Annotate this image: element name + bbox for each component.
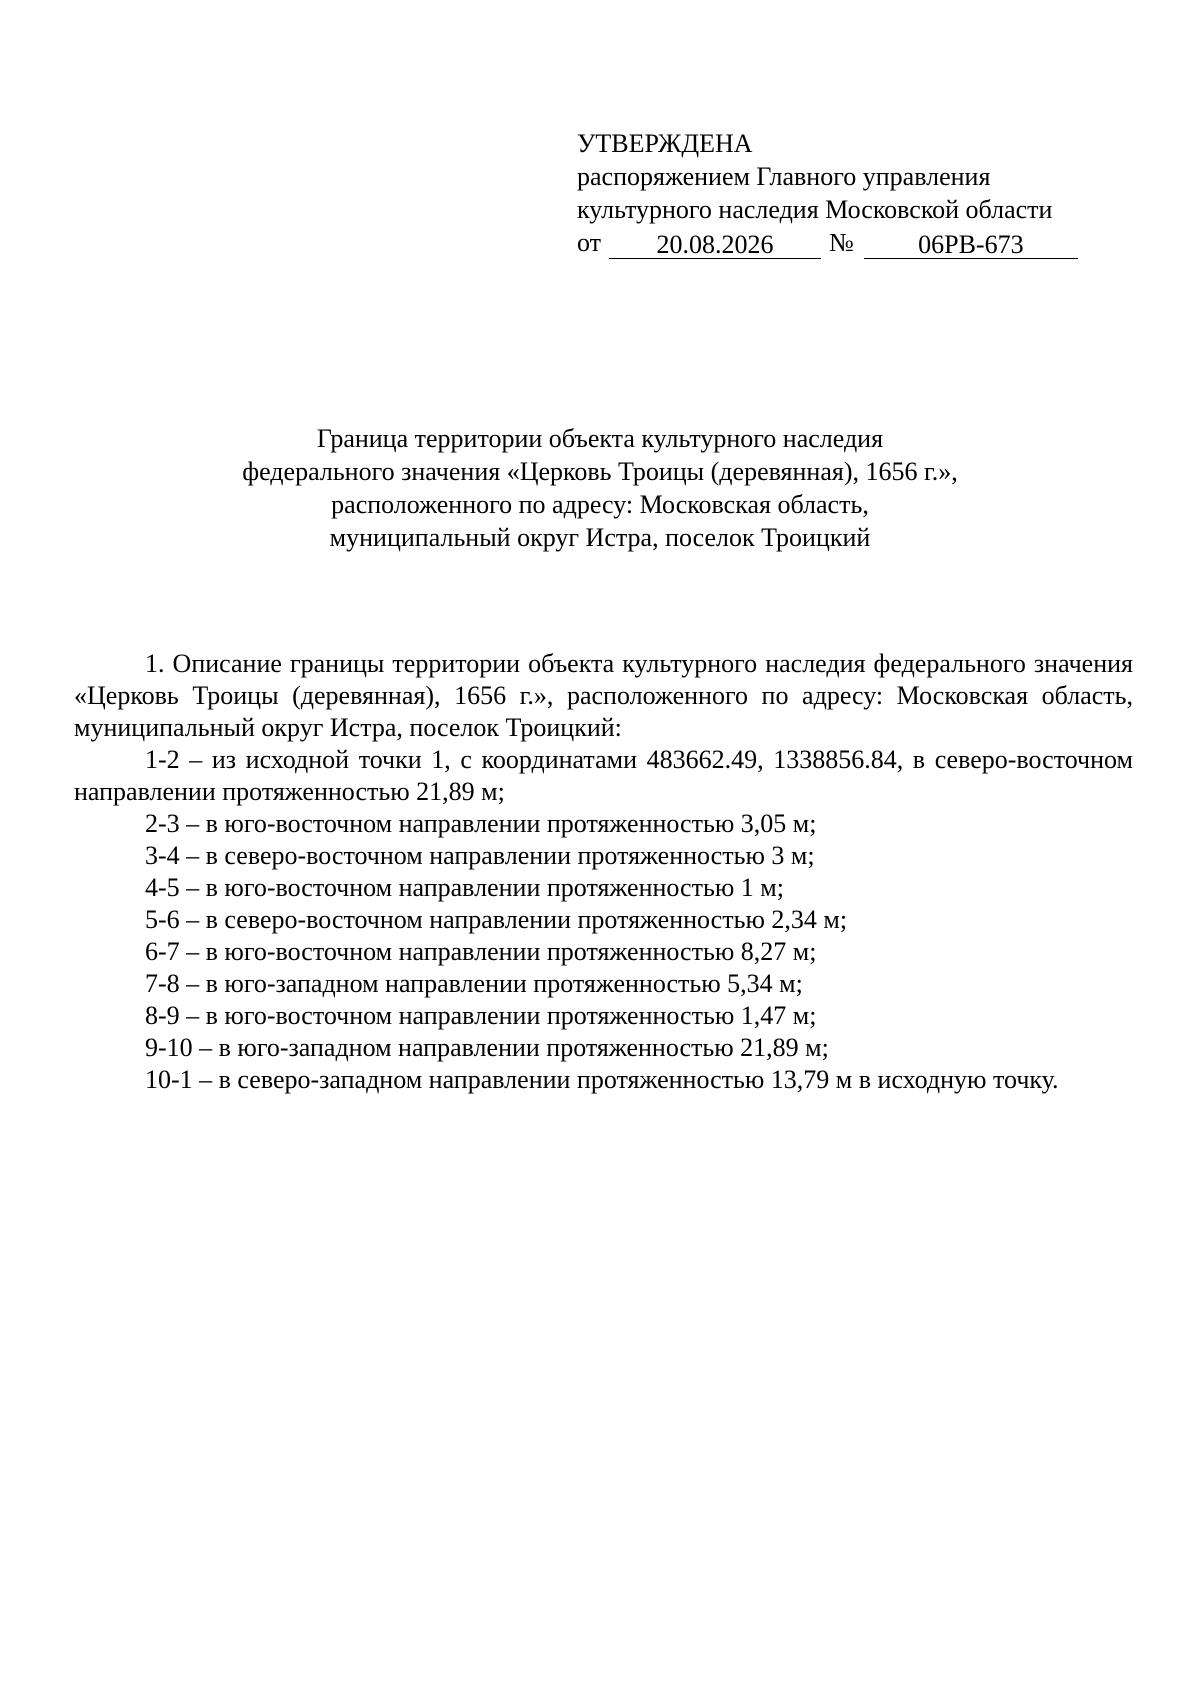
from-label: от	[577, 228, 602, 257]
segment-3-4: 3-4 – в северо-восточном направлении протяженностью 3 м;	[145, 841, 815, 870]
segment-10-1: 10-1 – в северо-западном направлении протяженностью 13,79 м в исходную точку.	[145, 1065, 1059, 1094]
segment-1-2: 1-2 – из исходной точки 1, с координатами 483662.49, 1338856.84, в северо-восточном направлении протяженностью 21,89 м;	[74, 745, 1133, 806]
number-sign: №	[829, 228, 854, 257]
approval-date-line	[577, 227, 1137, 259]
segment-8-9: 8-9 – в юго-восточном направлении протяженностью 1,47 м;	[145, 1001, 817, 1030]
segment-2-3: 2-3 – в юго-восточном направлении протяженностью 3,05 м;	[145, 809, 817, 838]
title-line-3: расположенного по адресу: Московская область,	[331, 490, 869, 519]
approval-block	[577, 128, 1137, 259]
segment-9-10: 9-10 – в юго-западном направлении протяженностью 21,89 м;	[145, 1033, 829, 1062]
segment-7-8: 7-8 – в юго-западном направлении протяженностью 5,34 м;	[145, 969, 803, 998]
document-title	[150, 423, 1050, 555]
approval-authority-line-1: распоряжением Главного управления	[577, 162, 991, 191]
approval-date: 20.08.2026	[609, 232, 821, 259]
approval-heading: УТВЕРЖДЕНА	[577, 129, 753, 158]
segment-6-7: 6-7 – в юго-восточном направлении протяженностью 8,27 м;	[145, 937, 817, 966]
title-line-2: федерального значения «Церковь Троицы (деревянная), 1656 г.»,	[242, 457, 958, 486]
boundary-description	[74, 648, 1133, 1096]
approval-authority-line-2: культурного наследия Московской области	[577, 195, 1053, 224]
segment-4-5: 4-5 – в юго-восточном направлении протяженностью 1 м;	[145, 873, 784, 902]
segment-5-6: 5-6 – в северо-восточном направлении протяженностью 2,34 м;	[145, 905, 848, 934]
title-line-1: Граница территории объекта культурного наследия	[316, 424, 884, 453]
intro-paragraph: 1. Описание границы территории объекта культурного наследия федерального значения «Церковь Троицы (деревянная), 1656 г.», расположенного по адресу: Московская область, муниципальный округ Истра, поселок Троицкий:	[74, 649, 1133, 742]
title-line-4: муниципальный округ Истра, поселок Троицкий	[329, 523, 871, 552]
approval-number: 06РВ-673	[864, 232, 1078, 259]
